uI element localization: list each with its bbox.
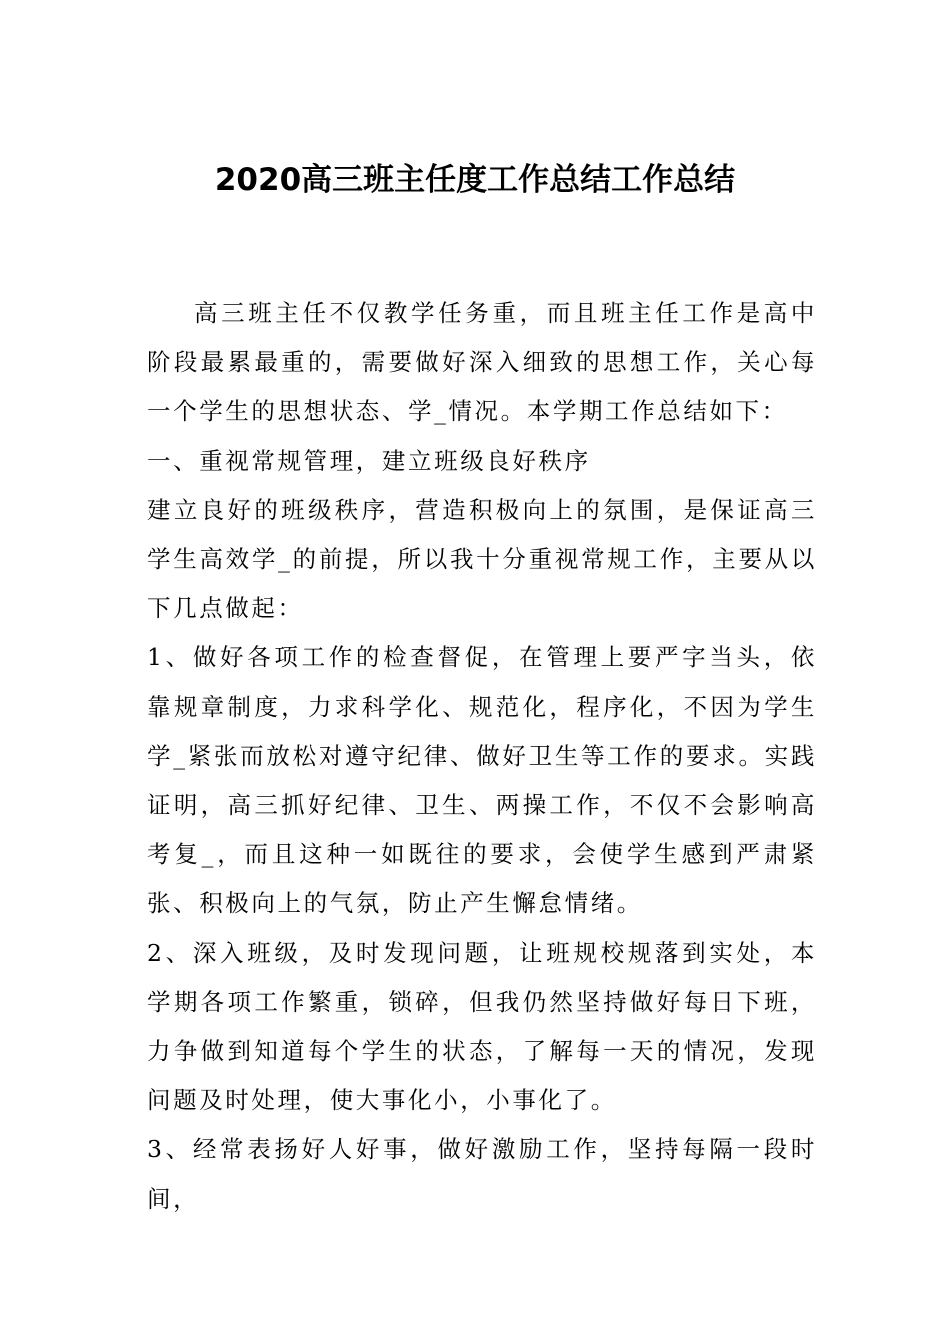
document-body (147, 289, 817, 1224)
paragraph-item-1: 1、做好各项工作的检查督促，在管理上要严字当头，依靠规章制度，力求科学化、规范化，程序化，不因为学生学_紧张而放松对遵守纪律、做好卫生等工作的要求。实践证明，高三抓好纪律、卫生、两操工作，不仅不会影响高考复_，而且这种一如既往的要求，会使学生感到严肃紧张、积极向上的气氛，防止产生懈怠情绪。 (147, 643, 817, 918)
section-heading-1: 一、重视常规管理，建立班级良好秩序 (147, 446, 591, 475)
document-title: 2020高三班主任度工作总结工作总结 (214, 162, 736, 198)
paragraph-item-3: 3、经常表扬好人好事，做好激励工作，坚持每隔一段时间， (147, 1135, 817, 1213)
paragraph-intro: 高三班主任不仅教学任务重，而且班主任工作是高中阶段最累最重的，需要做好深入细致的思想工作，关心每一个学生的思想状态、学_情况。本学期工作总结如下： (147, 299, 817, 426)
paragraph-section-1-intro: 建立良好的班级秩序，营造积极向上的氛围，是保证高三学生高效学_的前提，所以我十分重视常规工作，主要从以下几点做起： (147, 495, 817, 623)
paragraph-item-2: 2、深入班级，及时发现问题，让班规校规落到实处，本学期各项工作繁重，锁碎，但我仍然坚持做好每日下班，力争做到知道每个学生的状态，了解每一天的情况，发现问题及时处理，使大事化小，小事化了。 (147, 938, 817, 1115)
